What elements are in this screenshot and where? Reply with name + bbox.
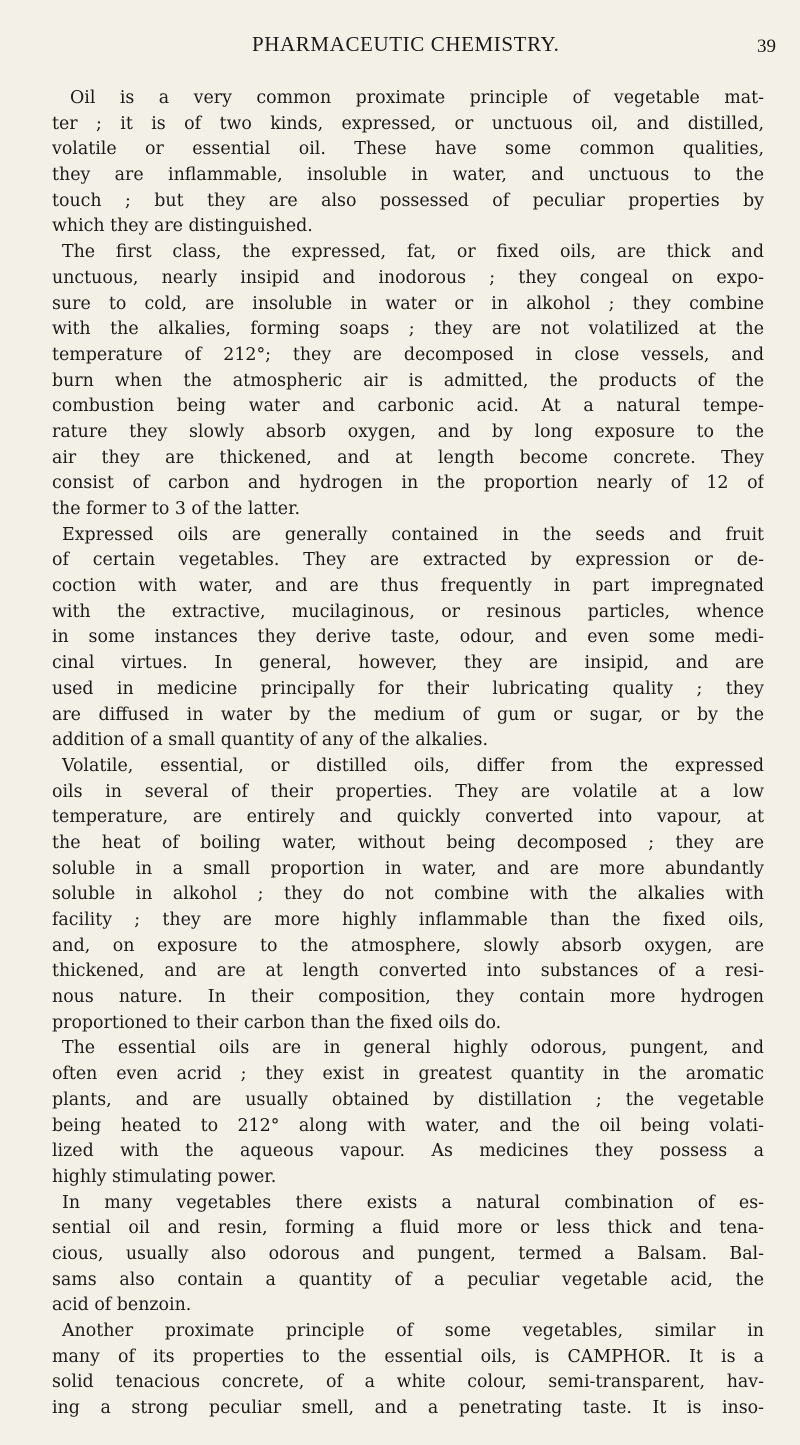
page-number: 39 <box>757 36 776 57</box>
text-line: used in medicine principally for their lubricating quality ; they <box>52 678 764 699</box>
text-line: touch ; but they are also possessed of peculiar properties by <box>52 190 764 211</box>
text-line: the former to 3 of the latter. <box>52 499 301 519</box>
text-line: plants, and are usually obtained by distillation ; the vegetable <box>52 1089 764 1110</box>
body-text <box>52 86 764 1422</box>
page-header <box>0 32 800 66</box>
text-line: and, on exposure to the atmosphere, slowly absorb oxygen, are <box>52 935 764 956</box>
text-line: often even acrid ; they exist in greatest quantity in the aromatic <box>52 1064 764 1085</box>
text-line: Another proximate principle of some vegetables, similar in <box>62 1321 764 1341</box>
text-line: consist of carbon and hydrogen in the proportion nearly of 12 of <box>52 473 764 494</box>
text-line: air they are thickened, and at length become concrete. They <box>52 447 764 468</box>
text-line: oils in several of their properties. They are volatile at a low <box>52 781 764 802</box>
text-line: solid tenacious concrete, of a white colour, semi-transparent, hav- <box>52 1372 764 1393</box>
text-line: unctuous, nearly insipid and inodorous ; they congeal on expo- <box>52 267 764 288</box>
text-line: soluble in alkohol ; they do not combine with the alkalies with <box>52 884 764 905</box>
text-line: facility ; they are more highly inflammable than the fixed oils, <box>52 910 764 930</box>
text-line: in some instances they derive taste, odour, and even some medi- <box>52 627 764 648</box>
text-line: cious, usually also odorous and pungent, termed a Balsam. Bal- <box>52 1243 764 1264</box>
text-line: temperature of 212°; they are decomposed in close vessels, and <box>52 344 764 365</box>
text-line: Oil is a very common proximate principle of vegetable mat- <box>70 88 764 108</box>
text-line: Volatile, essential, or distilled oils, differ from the expressed <box>62 755 764 776</box>
text-line: ter ; it is of two kinds, expressed, or unctuous oil, and distilled, <box>52 113 764 134</box>
text-line: many of its properties to the essential oils, is CAMPHOR. It is a <box>52 1346 764 1367</box>
text-line: lized with the aqueous vapour. As medicines they possess a <box>52 1141 764 1162</box>
text-line: with the alkalies, forming soaps ; they are not volatilized at the <box>52 319 764 340</box>
text-line: rature they slowly absorb oxygen, and by long exposure to the <box>52 421 764 442</box>
text-line: cinal virtues. In general, however, they are insipid, and are <box>52 653 764 674</box>
text-line: which they are distinguished. <box>52 216 313 237</box>
text-line: coction with water, and are thus frequently in part impregnated <box>52 576 764 597</box>
text-line: sams also contain a quantity of a peculiar vegetable acid, the <box>52 1269 764 1290</box>
text-line: Expressed oils are generally contained in the seeds and fruit <box>62 524 764 545</box>
text-line: sure to cold, are insoluble in water or in alkohol ; they combine <box>52 293 764 314</box>
text-line: The essential oils are in general highly odorous, pungent, and <box>62 1038 764 1059</box>
text-line: thickened, and are at length converted into substances of a resi- <box>52 961 764 982</box>
text-line: highly stimulating power. <box>52 1166 277 1187</box>
text-line: combustion being water and carbonic acid. At a natural tempe- <box>52 396 764 417</box>
text-line: volatile or essential oil. These have some common qualities, <box>52 139 764 160</box>
text-line: In many vegetables there exists a natural combination of es- <box>62 1192 764 1213</box>
text-line: addition of a small quantity of any of the alkalies. <box>52 730 489 751</box>
text-line: nous nature. In their composition, they contain more hydrogen <box>52 987 764 1008</box>
running-title: PHARMACEUTIC CHEMISTRY. <box>252 32 560 56</box>
text-line: soluble in a small proportion in water, and are more abundantly <box>52 858 764 879</box>
text-line: they are inflammable, insoluble in water, and unctuous to the <box>52 165 764 186</box>
text-line: are diffused in water by the medium of gum or sugar, or by the <box>52 704 764 725</box>
text-line: the heat of boiling water, without being decomposed ; they are <box>52 832 764 853</box>
text-line: temperature, are entirely and quickly converted into vapour, at <box>52 807 764 828</box>
text-line: burn when the atmospheric air is admitted, the products of the <box>52 370 764 391</box>
text-line: ing a strong peculiar smell, and a penetrating taste. It is inso- <box>52 1398 764 1419</box>
text-line: of certain vegetables. They are extracted by expression or de- <box>52 550 764 571</box>
text-line: being heated to 212° along with water, and the oil being volati- <box>52 1115 764 1136</box>
text-line: with the extractive, mucilaginous, or resinous particles, whence <box>52 601 764 622</box>
text-line: The first class, the expressed, fat, or fixed oils, are thick and <box>62 242 764 263</box>
text-line: proportioned to their carbon than the fixed oils do. <box>52 1012 502 1033</box>
text-line: sential oil and resin, forming a fluid more or less thick and tena- <box>52 1218 764 1239</box>
text-line: acid of benzoin. <box>52 1295 192 1316</box>
